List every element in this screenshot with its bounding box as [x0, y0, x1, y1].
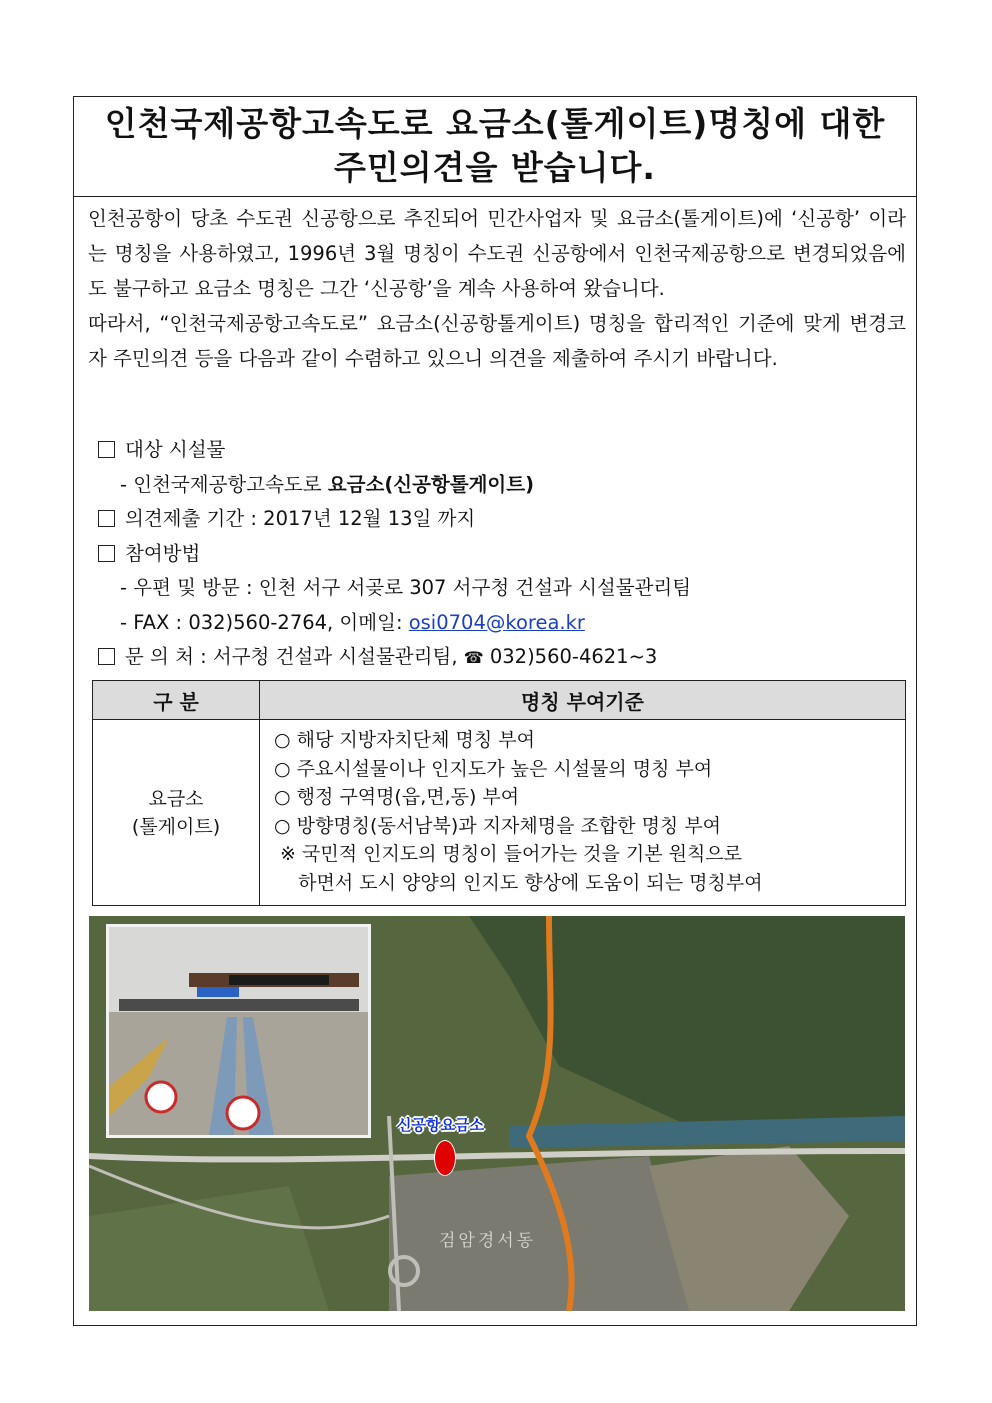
target-prefix: - 인천국제공항고속도로	[120, 472, 328, 496]
target-detail-row	[98, 468, 898, 503]
tollgate-marker-icon	[434, 1140, 456, 1176]
title-line-1: 인천국제공항고속도로 요금소(톨게이트)명칭에 대한	[104, 104, 886, 143]
title-line-2: 주민의견을 받습니다.	[334, 148, 656, 187]
checkbox-icon	[98, 441, 115, 458]
notice-title	[74, 97, 916, 197]
intro-paragraph-1: 인천공항이 당초 수도권 신공항으로 추진되어 민간사업자 및 요금소(톨게이트)에 ‘신공항’ 이라는 명칭을 사용하였고, 1996년 3월 명칭이 수도권 신공항에서 인천국제공항으로 변경되었음에도 불구하고 요금소 명칭은 그간 ‘신공항’을 계속 사용하여 왔습니다.	[88, 207, 906, 300]
criteria-note-line-1: ※ 국민적 인지도의 명칭이 들어가는 것을 기본 원칙으로	[274, 843, 743, 865]
info-list	[98, 433, 898, 675]
criteria-item: ○ 방향명칭(동서남북)과 지자체명을 조합한 명칭 부여	[274, 814, 722, 837]
method-visit-row	[98, 571, 898, 606]
method-fax-text: - FAX : 032)560-2764, 이메일:	[120, 610, 409, 634]
intro-text	[88, 201, 906, 376]
criteria-item: ○ 해당 지방자치단체 명칭 부여	[274, 729, 535, 751]
aerial-map	[89, 916, 905, 1311]
tollgate-photo-image	[109, 927, 368, 1135]
method-fax-row	[98, 606, 898, 641]
district-label: 검암경서동	[439, 1231, 537, 1251]
naming-criteria-table	[92, 680, 906, 906]
intro-paragraph-2: 따라서, “인천국제공항고속도로” 요금소(신공항톨게이트) 명칭을 합리적인 기준에 맞게 변경코자 주민의견 등을 다음과 같이 수렴하고 있으니 의견을 제출하여 주시기 바랍니다.	[88, 312, 906, 370]
period-row	[98, 502, 898, 537]
notice-frame	[73, 96, 917, 1326]
tollgate-map-label: 신공항요금소	[397, 1116, 484, 1134]
target-value: 요금소(신공항톨게이트)	[327, 472, 535, 496]
target-row	[98, 433, 898, 468]
category-line-2: (톨게이트)	[131, 815, 221, 838]
method-visit-text: - 우편 및 방문 : 인천 서구 서곶로 307 서구청 건설과 시설물관리팀	[120, 576, 692, 599]
header-criteria: 명칭 부여기준	[260, 681, 906, 720]
criteria-item: ○ 행정 구역명(읍,면,동) 부여	[274, 786, 520, 808]
phone-icon: ☎	[463, 648, 484, 667]
criteria-note-line-2: 하면서 도시 양양의 인지도 향상에 도움이 되는 명칭부여	[274, 871, 763, 894]
criteria-cell	[260, 720, 906, 906]
header-category: 구 분	[93, 681, 260, 720]
category-line-1: 요금소	[148, 787, 204, 810]
tollgate-photo	[106, 924, 371, 1138]
period-text: 의견제출 기간 : 2017년 12월 13일 까지	[125, 507, 476, 530]
checkbox-icon	[98, 545, 115, 562]
checkbox-icon	[98, 648, 115, 665]
criteria-item: ○ 주요시설물이나 인지도가 높은 시설물의 명칭 부여	[274, 757, 713, 780]
table-row	[93, 720, 906, 906]
contact-phone: 032)560-4621~3	[483, 645, 658, 668]
email-link[interactable]: osi0704@korea.kr	[408, 610, 585, 634]
contact-text: 문 의 처 : 서구청 건설과 시설물관리팀,	[125, 645, 464, 668]
checkbox-icon	[98, 510, 115, 527]
category-cell	[93, 720, 260, 906]
method-row	[98, 537, 898, 572]
target-label: 대상 시설물	[125, 438, 226, 461]
contact-row	[98, 640, 898, 675]
table-header-row	[93, 681, 906, 720]
method-label: 참여방법	[125, 541, 201, 565]
